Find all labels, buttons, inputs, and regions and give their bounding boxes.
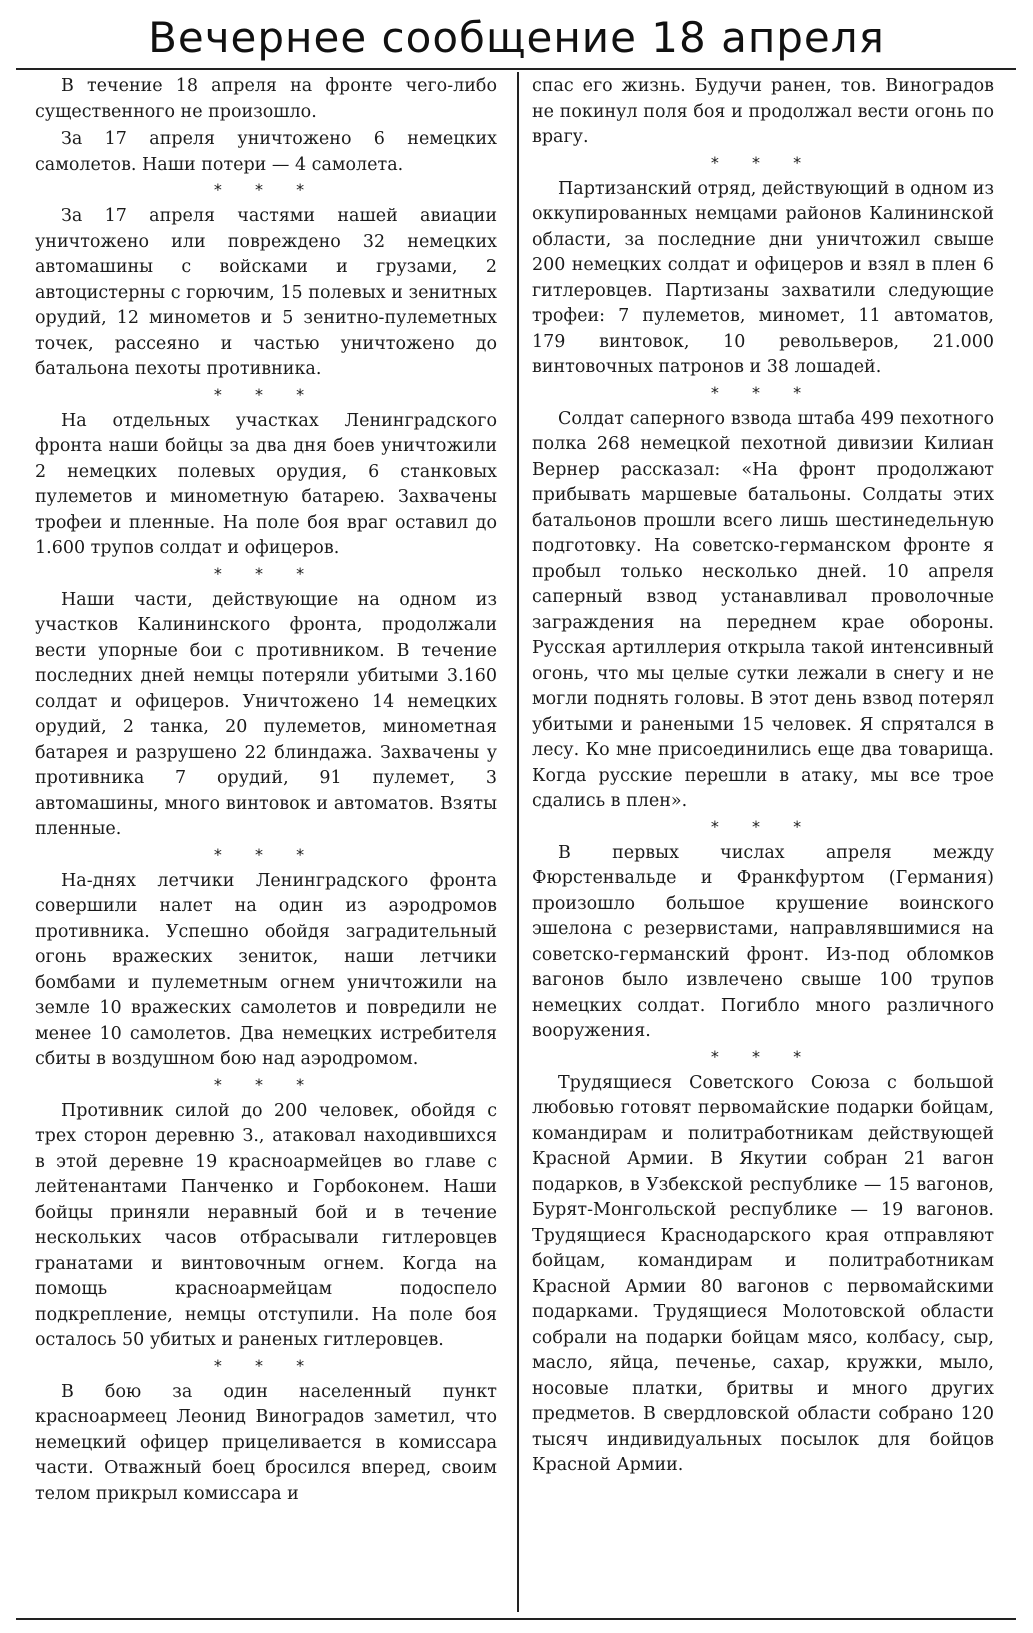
article-paragraph: За 17 апреля частями нашей авиации уничтожено или повреждено 32 немецких автомашины с войсками и грузами, 2 автоцистерны с горючим, 15 полевых и зенитных орудий, 12 минометов и 5 зенитно-пулеметных точек, рассеяно и частью уничтожено до батальона пехоты противника. bbox=[35, 206, 497, 379]
section-separator: * * * bbox=[213, 1074, 319, 1094]
article-paragraph: Наши части, действующие на одном из участков Калининского фронта, продолжали вести упорные бои с противником. В течение последних дней немцы потеряли убитыми 3.160 солдат и офицеров. Уничтожено 14 немецких орудий, 2 танка, 20 пулеметов, минометная батарея и разрушено 22 блиндажа. Захвачены у противника 7 орудий, 91 пулемет, 3 автомашины, много винтовок и автоматов. Взяты пленные. bbox=[35, 589, 497, 839]
section-separator: * * * bbox=[710, 152, 816, 172]
section-separator: * * * bbox=[213, 180, 319, 199]
headline: Вечернее сообщение 18 апреля bbox=[148, 13, 885, 62]
left-column bbox=[35, 74, 497, 1612]
article-paragraph: В течение 18 апреля на фронте чего-либо существенного не произошло. bbox=[35, 76, 497, 122]
article-paragraph: Солдат саперного взвода штаба 499 пехотного полка 268 немецкой пехотной дивизии Килиан Вернер рассказал: «На фронт продолжают прибывать маршевые батальоны. Солдаты этих батальонов прошли всего лишь шестинедельную подготовку. На советско-германском фронте я пробыл только несколько дней. 10 апреля саперный взвод устанавливал проволочные заграждения на переднем крае обороны. Русская артиллерия открыла такой интенсивный огонь, что мы целые сутки лежали в снегу и не могли поднять головы. В этот день взвод потерял убитыми и ранеными 15 человек. Я спрятался в лесу. Ко мне присоединились еще два товарища. Когда русские перешли в атаку, мы все трое сдались в плен». bbox=[532, 408, 994, 811]
article-paragraph: Трудящиеся Советского Союза с большой любовью готовят первомайские подарки бойцам, командирам и политработникам действующей Красной Армии. В Якутии собран 21 вагон подарков, в Узбекской республике — 15 вагонов, Бурят-Монгольской республике — 19 вагонов. Трудящиеся Краснодарского края отправляют бойцам, командирам и политработникам Красной Армии 80 вагонов с первомайскими подарками. Трудящиеся Молотовской области собрали на подарки бойцам мясо, колбасу, сыр, масло, яйца, печенье, сахар, кружки, мыло, носовые платки, бритвы и много других предметов. В свердловской области собрано 120 тысяч индивидуальных посылок для бойцов Красной Армии. bbox=[532, 1072, 994, 1475]
section-separator: * * * bbox=[710, 1046, 816, 1066]
article-paragraph: Партизанский отряд, действующий в одном из оккупированных немцами районов Калининской области, за последние дни уничтожил свыше 200 немецких солдат и офицеров и взял в плен 6 гитлеровцев. Партизаны захватили следующие трофеи: 7 пулеметов, миномет, 11 автоматов, 179 винтовок, 10 револьверов, 21.000 винтовочных патронов и 38 лошадей. bbox=[532, 178, 994, 377]
section-separator: * * * bbox=[710, 816, 816, 836]
section-separator: * * * bbox=[710, 382, 816, 402]
right-column bbox=[532, 74, 994, 1612]
article-paragraph: спас его жизнь. Будучи ранен, тов. Виноградов не покинул поля боя и продолжал вести огонь по врагу. bbox=[532, 76, 994, 147]
article-paragraph: Противник силой до 200 человек, обойдя с трех сторон деревню З., атаковал находившихся в этой деревне 19 красноармейцев во главе с лейтенантами Панченко и Горбоконем. Наши бойцы приняли неравный бой и в течение нескольких часов отбрасывали гитлеровцев гранатами и винтовочным огнем. Когда на помощь красноармейцам подоспело подкрепление, немцы отступили. На поле боя осталось 50 убитых и раненых гитлеровцев. bbox=[35, 1100, 497, 1350]
article-paragraph: На отдельных участках Ленинградского фронта наши бойцы за два дня боев уничтожили 2 немецких полевых орудия, 6 станковых пулеметов и минометную батарею. Захвачены трофеи и пленные. На поле боя враг оставил до 1.600 трупов солдат и офицеров. bbox=[35, 410, 497, 558]
article-paragraph: В первых числах апреля между Фюрстенвальде и Франкфуртом (Германия) произошло большое крушение воинского эшелона с резервистами, направлявшимися на советско-германский фронт. Из-под обломков вагонов было извлечено свыше 100 трупов немецких солдат. Погибло много различного вооружения. bbox=[532, 842, 994, 1041]
section-separator: * * * bbox=[213, 1355, 319, 1375]
article-paragraph: За 17 апреля уничтожено 6 немецких самолетов. Наши потери — 4 самолета. bbox=[35, 129, 497, 175]
top-rule bbox=[16, 68, 1016, 70]
section-separator: * * * bbox=[213, 844, 319, 864]
bottom-rule bbox=[16, 1618, 1016, 1620]
article-paragraph: В бою за один населенный пункт красноармеец Леонид Виноградов заметил, что немецкий офицер прицеливается в комиссара части. Отважный боец бросился вперед, своим телом прикрыл комиссара и bbox=[35, 1381, 497, 1504]
section-separator: * * * bbox=[213, 563, 319, 583]
column-divider bbox=[517, 72, 519, 1612]
section-separator: * * * bbox=[213, 384, 319, 404]
article-paragraph: На-днях летчики Ленинградского фронта совершили налет на один из аэродромов противника. Успешно обойдя заградительный огонь вражеских зениток, наши летчики бомбами и пулеметным огнем уничтожили на земле 10 вражеских самолетов и повредили не менее 10 самолетов. Два немецких истребителя сбиты в воздушном бою над аэродромом. bbox=[35, 870, 497, 1069]
